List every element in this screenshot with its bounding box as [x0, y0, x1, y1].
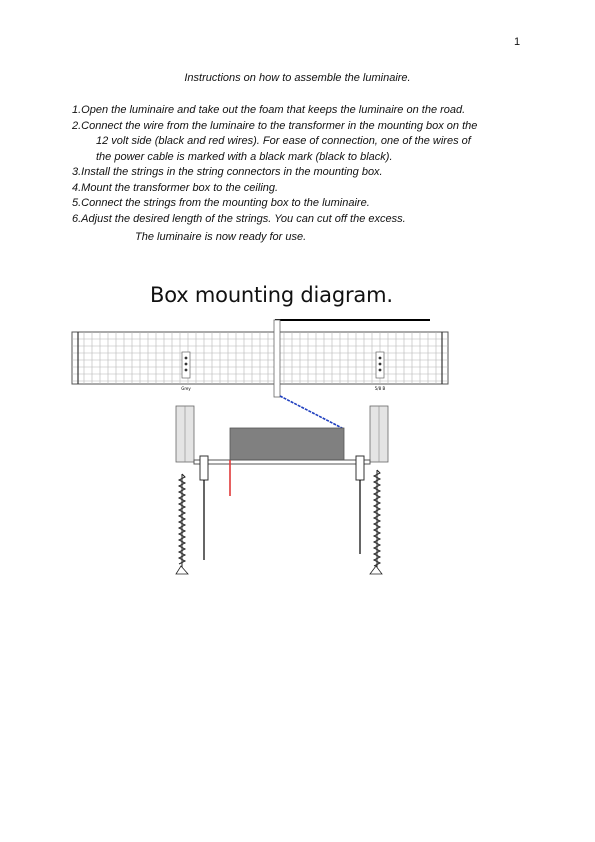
step-1 — [72, 103, 524, 119]
right-bracket — [356, 456, 364, 480]
right-connector-label: 5/8 B — [374, 386, 386, 391]
left-foot — [176, 566, 188, 574]
step-1-text: 1.Open the luminaire and take out the foam that keeps the luminaire on the road. — [72, 104, 466, 116]
step-2-text: 2.Connect the wire from the luminaire to the transformer in the mounting box on the — [72, 119, 478, 132]
step-4 — [72, 181, 524, 197]
step-5 — [72, 196, 524, 212]
step-6 — [72, 212, 524, 228]
transformer-box — [230, 428, 344, 460]
document-title: Instructions on how to assemble the luminaire. — [184, 72, 411, 84]
right-foot — [370, 566, 382, 574]
step-6-text: 6.Adjust the desired length of the strings. You can cut off the excess. — [72, 212, 406, 225]
page-number: 1 — [514, 36, 521, 48]
step-2-cont-2: the power cable is marked with a black mark (black to black). — [96, 150, 393, 163]
step-2 — [72, 119, 524, 166]
step-5-text: 5.Connect the strings from the mounting box to the luminaire. — [72, 197, 370, 209]
step-2-cont-1: 12 volt side (black and red wires). For ease of connection, one of the wires of — [96, 135, 471, 147]
box-mounting-diagram — [70, 282, 460, 582]
instruction-steps — [72, 103, 524, 227]
mounting-bar — [194, 460, 370, 464]
cable-pipe — [274, 320, 280, 397]
right-string-connector — [375, 352, 386, 391]
left-bracket — [200, 456, 208, 480]
left-connector-label: Grey — [181, 386, 191, 391]
step-3 — [72, 165, 524, 181]
luminaire-grid-panel — [72, 332, 448, 384]
step-4-text: 4.Mount the transformer box to the ceiling. — [72, 181, 279, 194]
diagram-title: Box mounting diagram. — [150, 283, 393, 307]
step-3-text: 3.Install the strings in the string connectors in the mounting box. — [72, 166, 383, 178]
left-wall — [176, 406, 194, 462]
right-wall — [370, 406, 388, 462]
left-string-connector — [181, 352, 191, 391]
ready-note: The luminaire is now ready for use. — [135, 231, 307, 243]
